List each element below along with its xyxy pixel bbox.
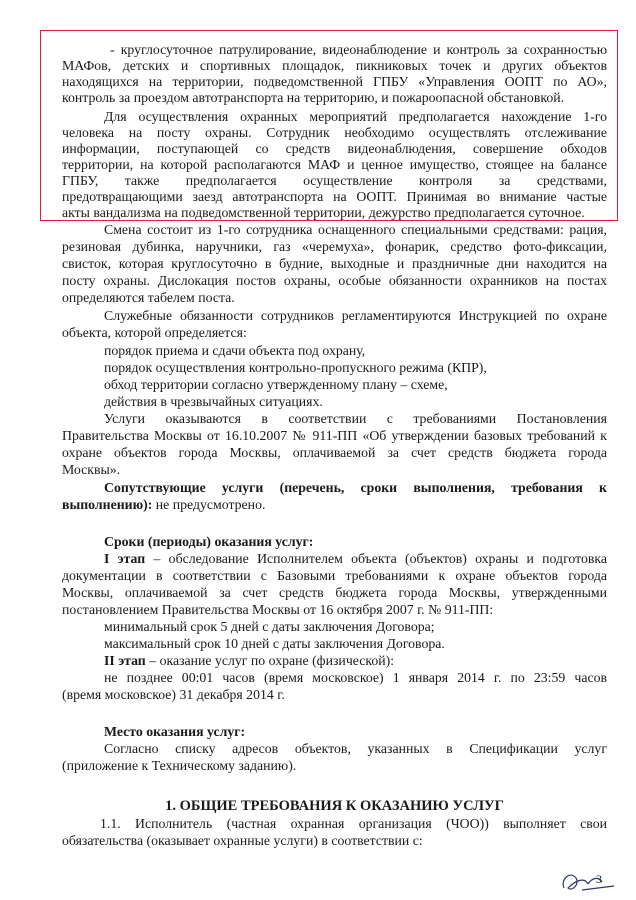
terms-stage2-line-2: не позднее 00:01 часов (время московское) 1 января 2014 г. по 23:59 часов <box>104 670 607 685</box>
highlight-line-1: - круглосуточное патрулирование, видеонаблюдение и контроль за сохранностью <box>110 42 607 57</box>
related-label: выполнению): <box>62 497 153 512</box>
highlight-line-8: территории, на которой располагаются МАФ и ценное имущество, стоящее на балансе <box>62 157 607 172</box>
section-line-1: 1.1. Исполнитель (частная охранная организация (ЧОО)) выполняет свои <box>100 816 607 831</box>
duties-line-1: Служебные обязанности сотрудников регламентируются Инструкцией по охране <box>104 308 607 323</box>
shift-line-1: Смена состоит из 1-го сотрудника оснащенного специальными средствами: рация, <box>104 222 607 237</box>
shift-line-5: определяются табелем поста. <box>62 290 235 305</box>
highlight-line-9: ГПБУ, также предполагается осуществление контроля за средствами, <box>62 173 607 188</box>
terms-stage1-line-3: Москвы, оплачиваемой за счет средств бюджета города Москвы, утвержденными <box>62 585 607 600</box>
terms-stage1-line-4: постановлением Правительства Москвы от 16 октября 2007 г. № 911-ПП: <box>62 602 494 617</box>
terms-stage2-line-3: (время московское) 31 декабря 2014 г. <box>62 687 285 702</box>
shift-line-4: посту охраны. Дислокация постов охраны, особые обязанности охранников на постах <box>62 273 607 288</box>
highlight-line-3: находящихся на территории, подведомственной ГПБУ «Управления ООПТ по АО», <box>62 74 607 89</box>
duties-item-1: порядок приема и сдачи объекта под охрану, <box>104 343 366 358</box>
page-number: 3 <box>596 872 602 886</box>
related-heading: Сопутствующие услуги (перечень, сроки выполнения, требования к <box>104 480 607 495</box>
highlight-line-2: МАФов, детских и спортивных площадок, пикниковых точек и других объектов <box>62 58 607 73</box>
place-line-2: (приложение к Техническому заданию). <box>62 758 297 773</box>
stage2-text: – оказание услуг по охране (физической): <box>145 653 395 668</box>
terms-max: максимальный срок 10 дней с даты заключения Договора. <box>104 636 445 651</box>
highlight-line-4: контроль за проездом автотранспорта на территорию, и пожароопасной обстановкой. <box>62 90 565 105</box>
shift-line-2: резиновая дубинка, наручники, газ «черемуха», фонарик, средство фото-фиксации, <box>62 239 607 254</box>
signature-mark <box>558 864 620 898</box>
stage1-label: I этап <box>104 551 146 566</box>
highlight-line-7: информации, поступающей со средств видеонаблюдения, совершение обходов <box>62 141 607 156</box>
services-line-2: Правительства Москвы от 16.10.2007 № 911-ПП «Об утверждении базовых требований к <box>62 428 607 443</box>
terms-stage1-line-2: документации в соответствии с Базовыми требованиями к охране объектов города <box>62 568 607 583</box>
shift-line-3: свисток, которая круглосуточно в будние, выходные и праздничные дни находится на <box>62 256 607 271</box>
highlight-line-5: Для осуществления охранных мероприятий предполагается нахождение 1-го <box>104 109 607 124</box>
terms-min: минимальный срок 5 дней с даты заключения Договора; <box>104 619 435 634</box>
related-line-2 <box>62 497 265 513</box>
place-heading: Место оказания услуг: <box>104 724 246 739</box>
stage2-label: II этап <box>104 653 146 668</box>
duties-item-2: порядок осуществления контрольно-пропускного режима (КПР), <box>104 360 487 375</box>
services-line-1: Услуги оказываются в соответствии с требованиями Постановления <box>104 411 607 426</box>
place-line-1: Согласно списку адресов объектов, указанных в Спецификации услуг <box>104 741 607 756</box>
duties-item-3: обход территории согласно утвержденному плану – схеме, <box>104 377 448 392</box>
related-value: не предусмотрено. <box>152 497 266 512</box>
terms-heading: Сроки (периоды) оказания услуг: <box>104 534 314 549</box>
section-title: 1. ОБЩИЕ ТРЕБОВАНИЯ К ОКАЗАНИЮ УСЛУГ <box>165 798 504 814</box>
terms-stage1-line-1 <box>104 551 607 567</box>
highlight-line-10: предотвращающими заезд автотранспорта на ООПТ. Принимая во внимание частые <box>62 189 607 204</box>
duties-line-2: объекта, которой определяется: <box>62 325 247 340</box>
duties-item-4: действия в чрезвычайных ситуациях. <box>104 394 323 409</box>
highlight-line-6: человека на посту охраны. Сотрудник необходимо осуществлять отслеживание <box>62 125 607 140</box>
section-line-2: обязательства (оказывает охранные услуги) в соответствии с: <box>62 833 423 848</box>
stage1-text: – обследование Исполнителем объекта (объектов) охраны и подготовка <box>145 551 607 566</box>
highlight-line-11: акты вандализма на подведомственной территории, дежурство предполагается суточное. <box>62 205 585 220</box>
services-line-3: охране объектов города Москвы, оплачиваемой за счет средств бюджета города <box>62 445 607 460</box>
terms-stage2-line-1 <box>104 653 394 669</box>
services-line-4: Москвы». <box>62 462 121 477</box>
